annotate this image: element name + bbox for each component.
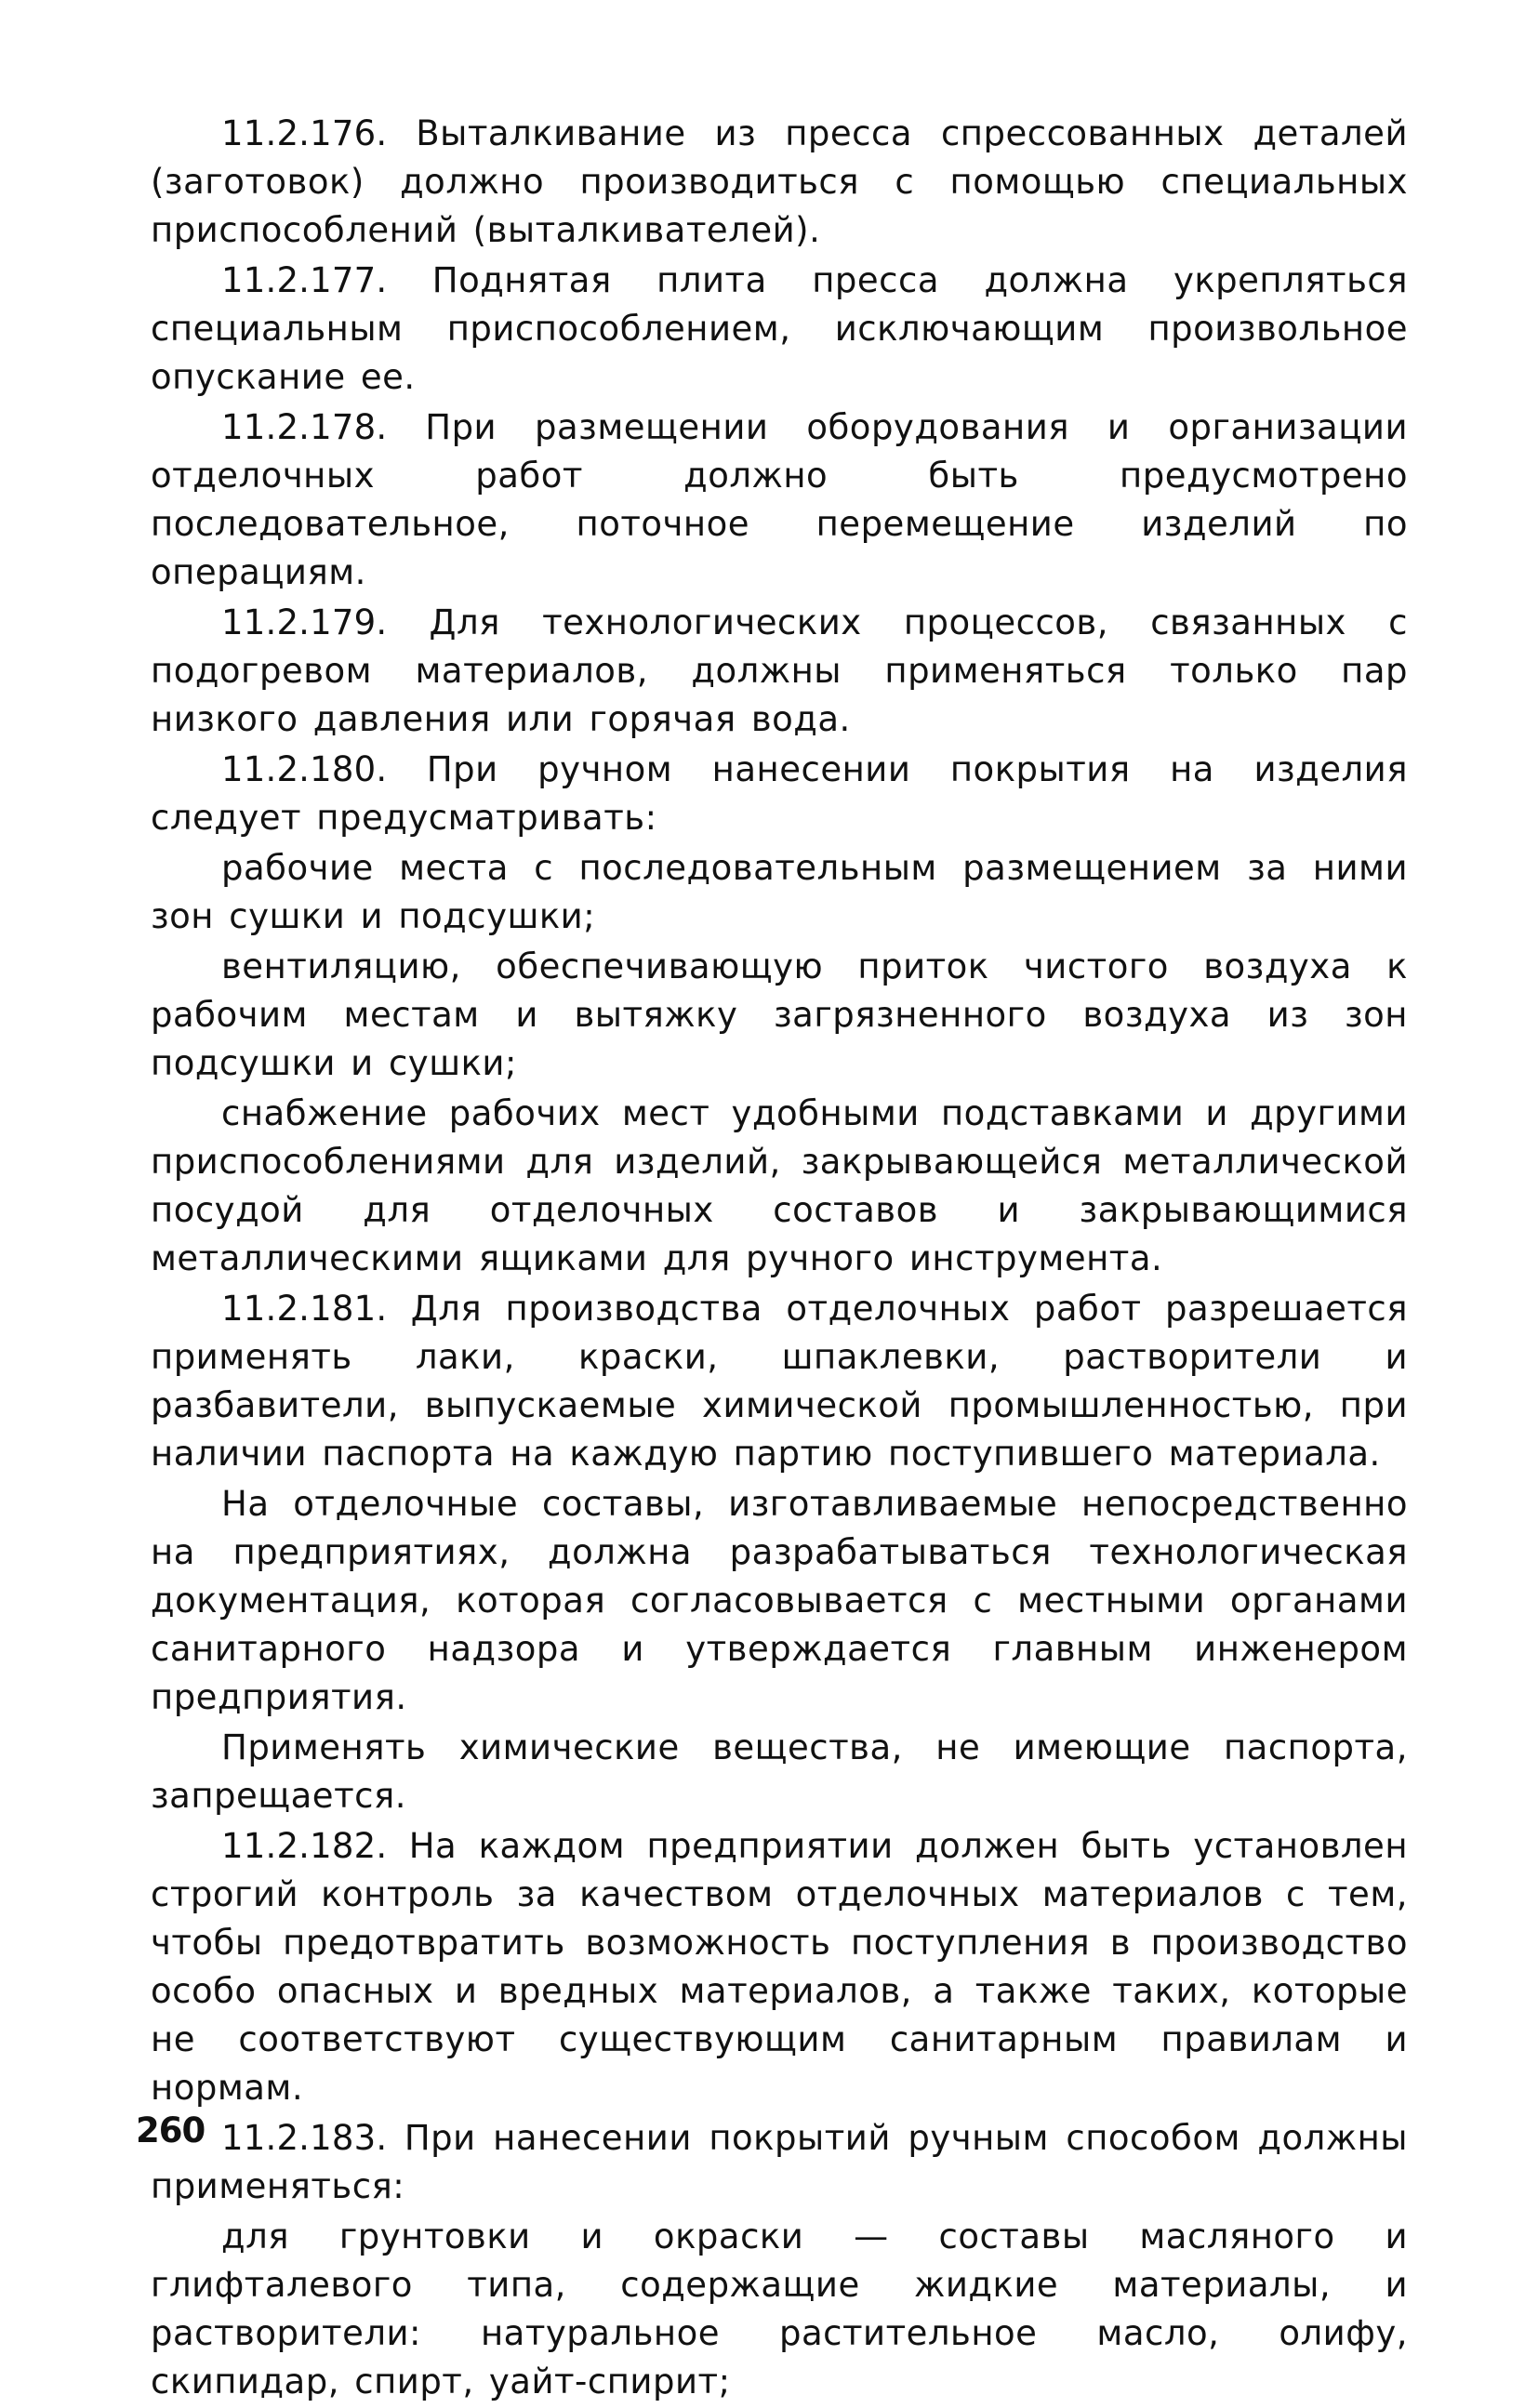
paragraph-11-2-178 xyxy=(151,404,1408,597)
list-item-supply xyxy=(151,1090,1408,1283)
paragraph-11-2-180 xyxy=(151,746,1408,842)
paragraph-text: При размещении оборудования и организации отделочных работ должно быть предусмотрено последовательное, поточное перемещение изделий по операциям. xyxy=(151,407,1408,592)
paragraph-text: Для технологических процессов, связанных с подогревом материалов, должны применяться только пар низкого давления или горячая вода. xyxy=(151,602,1409,739)
paragraph-11-2-182 xyxy=(151,1822,1408,2112)
paragraph-text: На отделочные составы, изготавливаемые непосредственно на предприятиях, должна разрабатываться технологическая документация, которая согласовывается с местными органами санитарного надзора и утверждается главным инженером предприятия. xyxy=(151,1484,1408,1717)
clause-number: 11.2.179. xyxy=(221,602,388,642)
paragraph-text: снабжение рабочих мест удобными подставками и другими приспособлениями для изделий, закрывающейся металлической посудой для отделочных составов и закрывающимися металлическими ящиками для ручного инструмента. xyxy=(151,1093,1408,1278)
paragraph-text: рабочие места с последовательным размещением за ними зон сушки и подсушки; xyxy=(151,848,1408,936)
paragraph-text: При нанесении покрытий ручным способом должны применяться: xyxy=(151,2118,1408,2206)
page-body xyxy=(151,110,1408,2408)
clause-number: 11.2.177. xyxy=(221,260,388,300)
clause-number: 11.2.181. xyxy=(221,1289,388,1329)
list-item-priming xyxy=(151,2213,1408,2406)
paragraph-text: Поднятая плита пресса должна укрепляться специальным приспособлением, исключающим произвольное опускание ее. xyxy=(151,260,1408,397)
paragraph-text: Для производства отделочных работ разрешается применять лаки, краски, шпаклевки, растворители и разбавители, выпускаемые химической промышленностью, при наличии паспорта на каждую партию поступившего материала. xyxy=(151,1289,1408,1474)
clause-number: 11.2.178. xyxy=(221,407,388,447)
list-item-ventilation xyxy=(151,943,1408,1088)
clause-number: 11.2.182. xyxy=(221,1826,388,1866)
paragraph-text: На каждом предприятии должен быть установлен строгий контроль за качеством отделочных материалов с тем, чтобы предотвратить возможность поступления в производство особо опасных и вредных материалов, а также таких, которые не соответствуют существующим санитарным правилам и нормам. xyxy=(151,1826,1409,2108)
paragraph-text: Выталкивание из пресса спрессованных деталей (заготовок) должно производиться с помощью специальных приспособлений (выталкивателей). xyxy=(151,113,1408,250)
clause-number: 11.2.183. xyxy=(221,2118,388,2158)
paragraph-text: для грунтовки и окраски — составы масляного и глифталевого типа, содержащие жидкие материалы, и растворители: натуральное растительное масло, олифу, скипидар, спирт, уайт-спирит; xyxy=(151,2216,1408,2401)
paragraph-finishing-compositions xyxy=(151,1480,1408,1722)
paragraph-11-2-176 xyxy=(151,110,1408,255)
paragraph-11-2-179 xyxy=(151,599,1408,744)
paragraph-11-2-177 xyxy=(151,257,1408,402)
list-item-workplaces xyxy=(151,844,1408,941)
paragraph-chemicals-prohibited xyxy=(151,1724,1408,1820)
paragraph-11-2-181 xyxy=(151,1285,1408,1478)
paragraph-text: вентиляцию, обеспечивающую приток чистого воздуха к рабочим местам и вытяжку загрязненного воздуха из зон подсушки и сушки; xyxy=(151,946,1408,1083)
paragraph-11-2-183 xyxy=(151,2114,1408,2211)
paragraph-text: При ручном нанесении покрытия на изделия следует предусматривать: xyxy=(151,749,1408,838)
clause-number: 11.2.180. xyxy=(221,749,388,789)
page-number: 260 xyxy=(136,2110,206,2150)
clause-number: 11.2.176. xyxy=(221,113,388,153)
paragraph-text: Применять химические вещества, не имеющие паспорта, запрещается. xyxy=(151,1727,1408,1816)
